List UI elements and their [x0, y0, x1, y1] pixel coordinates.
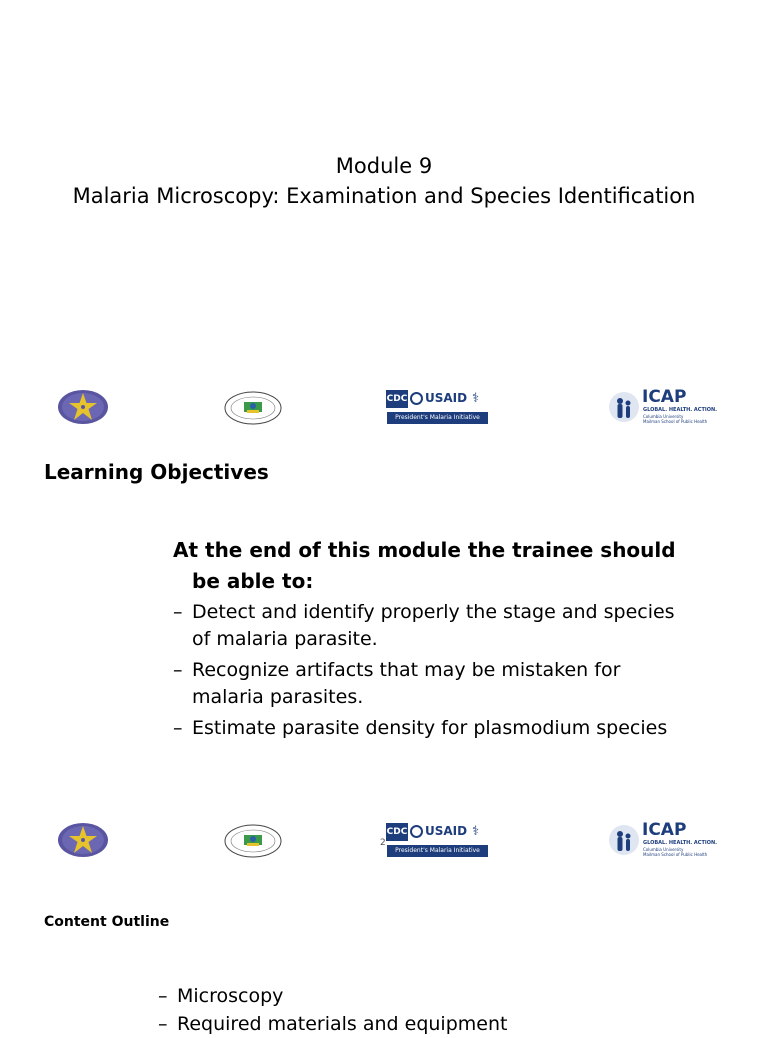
- icap-school: Mailman School of Public Health: [643, 852, 708, 857]
- objective-item: [173, 599, 673, 653]
- usaid-wordmark: USAID: [425, 824, 468, 838]
- slide-number: 2: [380, 838, 386, 848]
- cdc-badge: CDC: [386, 823, 408, 841]
- bullet-dash: –: [158, 985, 168, 1007]
- pmi-banner: President's Malaria Initiative: [387, 845, 488, 857]
- icap-logo: [607, 820, 718, 859]
- icap-school: Mailman School of Public Health: [643, 419, 708, 424]
- pmi-banner: President's Malaria Initiative: [387, 412, 488, 424]
- icap-wordmark: ICAP: [642, 387, 687, 407]
- objective-item: [173, 657, 673, 711]
- icap-logo: [607, 387, 718, 426]
- outline-item: [158, 1011, 558, 1038]
- usaid-seal-icon: [410, 392, 423, 405]
- cdc-badge: CDC: [386, 390, 408, 408]
- objective-text-cont: of malaria parasite.: [192, 628, 378, 650]
- icap-tagline: GLOBAL. HEALTH. ACTION.: [643, 840, 718, 846]
- icap-university: Columbia University: [643, 847, 684, 852]
- objective-text: Recognize artifacts that may be mistaken for: [192, 659, 621, 681]
- icap-university: Columbia University: [643, 414, 684, 419]
- content-outline-heading: Content Outline: [44, 914, 170, 930]
- icap-wordmark: ICAP: [642, 820, 687, 840]
- objective-text-cont: malaria parasites.: [192, 686, 364, 708]
- usaid-wordmark: USAID: [425, 391, 468, 405]
- globe-people-icon: [607, 390, 641, 424]
- objective-item: [173, 715, 673, 742]
- outline-item: [158, 983, 558, 1010]
- hhs-eagle-icon: ⚕: [472, 824, 480, 839]
- globe-people-icon: [607, 823, 641, 857]
- learning-objectives-heading: Learning Objectives: [44, 460, 269, 484]
- module-subtitle: Malaria Microscopy: Examination and Species Identification: [72, 184, 696, 208]
- icap-tagline: GLOBAL. HEALTH. ACTION.: [643, 407, 718, 413]
- ethiopia-emblem-logo: [57, 389, 109, 429]
- cdc-usaid-pmi-logo: [386, 390, 489, 425]
- outline-text: Microscopy: [177, 985, 284, 1007]
- objective-text: Detect and identify properly the stage and species: [192, 601, 675, 623]
- bullet-dash: –: [173, 601, 183, 623]
- bullet-dash: –: [173, 659, 183, 681]
- module-title: Module 9: [335, 154, 433, 178]
- objectives-intro-line2: be able to:: [192, 569, 314, 593]
- hhs-eagle-icon: ⚕: [472, 391, 480, 406]
- objectives-intro-line1: At the end of this module the trainee should: [173, 538, 676, 562]
- cdc-usaid-pmi-logo: [386, 823, 489, 858]
- objective-text: Estimate parasite density for plasmodium species: [192, 717, 668, 739]
- ministry-seal-logo: [224, 391, 282, 429]
- usaid-seal-icon: [410, 825, 423, 838]
- outline-text: Required materials and equipment: [177, 1013, 508, 1035]
- bullet-dash: –: [173, 717, 183, 739]
- ministry-seal-logo: [224, 824, 282, 862]
- bullet-dash: –: [158, 1013, 168, 1035]
- ethiopia-emblem-logo: [57, 822, 109, 862]
